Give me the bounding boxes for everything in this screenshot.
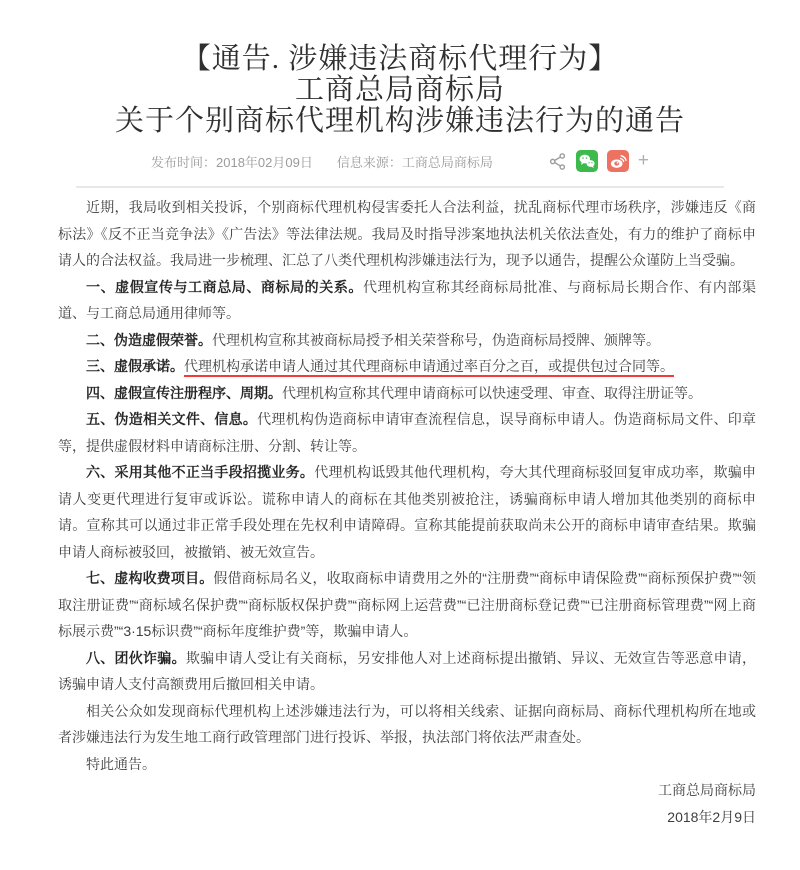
publish-time-value: 2018年02月09日 (216, 154, 313, 170)
item-body: 欺骗申请人受让有关商标，另安排他人对上述商标提出撤销、异议、无效宣告等恶意申请，诱骗申请人支付高额费用后撤回相关申请。 (58, 649, 756, 692)
info-source-label: 信息来源： (336, 154, 402, 170)
item-body: 代理机构宣称其代理申请商标可以快速受理、审查、取得注册证等。 (282, 384, 702, 401)
item-heading: 一、虚假宣传与工商总局、商标局的关系。 (86, 278, 363, 295)
publish-time (151, 152, 313, 171)
item-heading: 八、团伙诈骗。 (86, 649, 186, 666)
notice-item (58, 565, 756, 645)
item-body: 代理机构承诺申请人通过其代理商标申请通过率百分之百，或提供包过合同等。 (184, 358, 674, 377)
item-heading: 二、伪造虚假荣誉。 (86, 331, 212, 348)
title-line-1: 【通告. 涉嫌违法商标代理行为】 (181, 43, 619, 75)
item-body: 假借商标局名义，收取商标申请费用之外的“注册费”“商标申请保险费”“商标预保护费”“领取注册证费”“商标域名保护费”“商标版权保护费”“商标网上运营费”“已注册商标登记费”“已注册商标管理费”“网上商标展示费”“3·15标识费”“商标年度维护费”等，欺骗申请人。 (58, 570, 757, 639)
info-source-value: 工商总局商标局 (401, 154, 493, 170)
share-bar (548, 150, 649, 172)
weibo-share-icon[interactable] (607, 150, 629, 172)
item-body: 代理机构诋毁其他代理机构，夸大其代理商标驳回复审成功率，欺骗申请人变更代理进行复审或诉讼。谎称申请人的商标在其他类别被抢注，诱骗商标申请人增加其他类别的商标申请。宣称其可以通过非正常手段处理在先权利申请障碍。宣称其能提前获取尚未公开的商标申请审查结果。欺骗申请人商标被驳回，被撤销、被无效宣告。 (58, 464, 757, 560)
more-share-icon[interactable]: + (637, 150, 649, 171)
notice-item (58, 380, 756, 407)
title-line-2: 工商总局商标局 (294, 74, 505, 106)
notice-item (58, 353, 756, 380)
notice-body (0, 194, 800, 830)
wechat-share-icon[interactable] (576, 150, 598, 172)
item-body: 代理机构伪造商标申请审查流程信息，误导商标申请人。伪造商标局文件、印章等，提供虚假材料申请商标注册、分割、转让等。 (58, 411, 757, 454)
closing-paragraph: 相关公众如发现商标代理机构上述涉嫌违法行为，可以将相关线索、证据向商标局、商标代理机构所在地或者涉嫌违法行为发生地工商行政管理部门进行投诉、举报，执法部门将依法严肃查处。 (58, 702, 756, 745)
notice-items (58, 274, 756, 698)
item-body: 代理机构宣称其被商标局授予相关荣誉称号，伪造商标局授牌、颁牌等。 (212, 331, 660, 348)
signature-date: 2018年2月9日 (667, 808, 756, 825)
item-heading: 五、伪造相关文件、信息。 (86, 411, 258, 427)
info-source (337, 152, 493, 171)
share-icon[interactable] (548, 152, 567, 171)
notice-page (0, 44, 800, 870)
item-heading: 六、采用其他不正当手段招揽业务。 (86, 464, 315, 480)
intro-paragraph: 近期，我局收到相关投诉，个别商标代理机构侵害委托人合法利益，扰乱商标代理市场秩序，涉嫌违反《商标法》《反不正当竞争法》《广告法》等法律法规。我局及时指导涉案地执法机关依法查处，有力的维护了商标申请人的合法权益。我局进一步梳理、汇总了八类代理机构涉嫌违法行为，现予以通告，提醒公众谨防上当受骗。 (58, 199, 756, 268)
item-body: 代理机构宣称其经商标局批准、与商标局长期合作、有内部渠道、与工商总局通用律师等。 (58, 278, 757, 321)
publish-time-label: 发布时间： (151, 154, 217, 170)
notice-item (58, 406, 756, 459)
item-heading: 四、虚假宣传注册程序、周期。 (86, 384, 282, 401)
title-line-3: 关于个别商标代理机构涉嫌违法行为的通告 (114, 105, 685, 137)
announce-line: 特此通告。 (86, 755, 156, 772)
item-heading: 七、虚构收费项目。 (86, 570, 214, 586)
notice-item (58, 327, 756, 354)
page-title (0, 44, 800, 137)
notice-item (58, 274, 756, 327)
item-heading: 三、虚假承诺。 (86, 358, 184, 374)
meta-row (0, 149, 800, 173)
notice-item (58, 459, 756, 565)
signature-org: 工商总局商标局 (658, 782, 756, 798)
divider (76, 186, 724, 188)
notice-item (58, 645, 756, 698)
